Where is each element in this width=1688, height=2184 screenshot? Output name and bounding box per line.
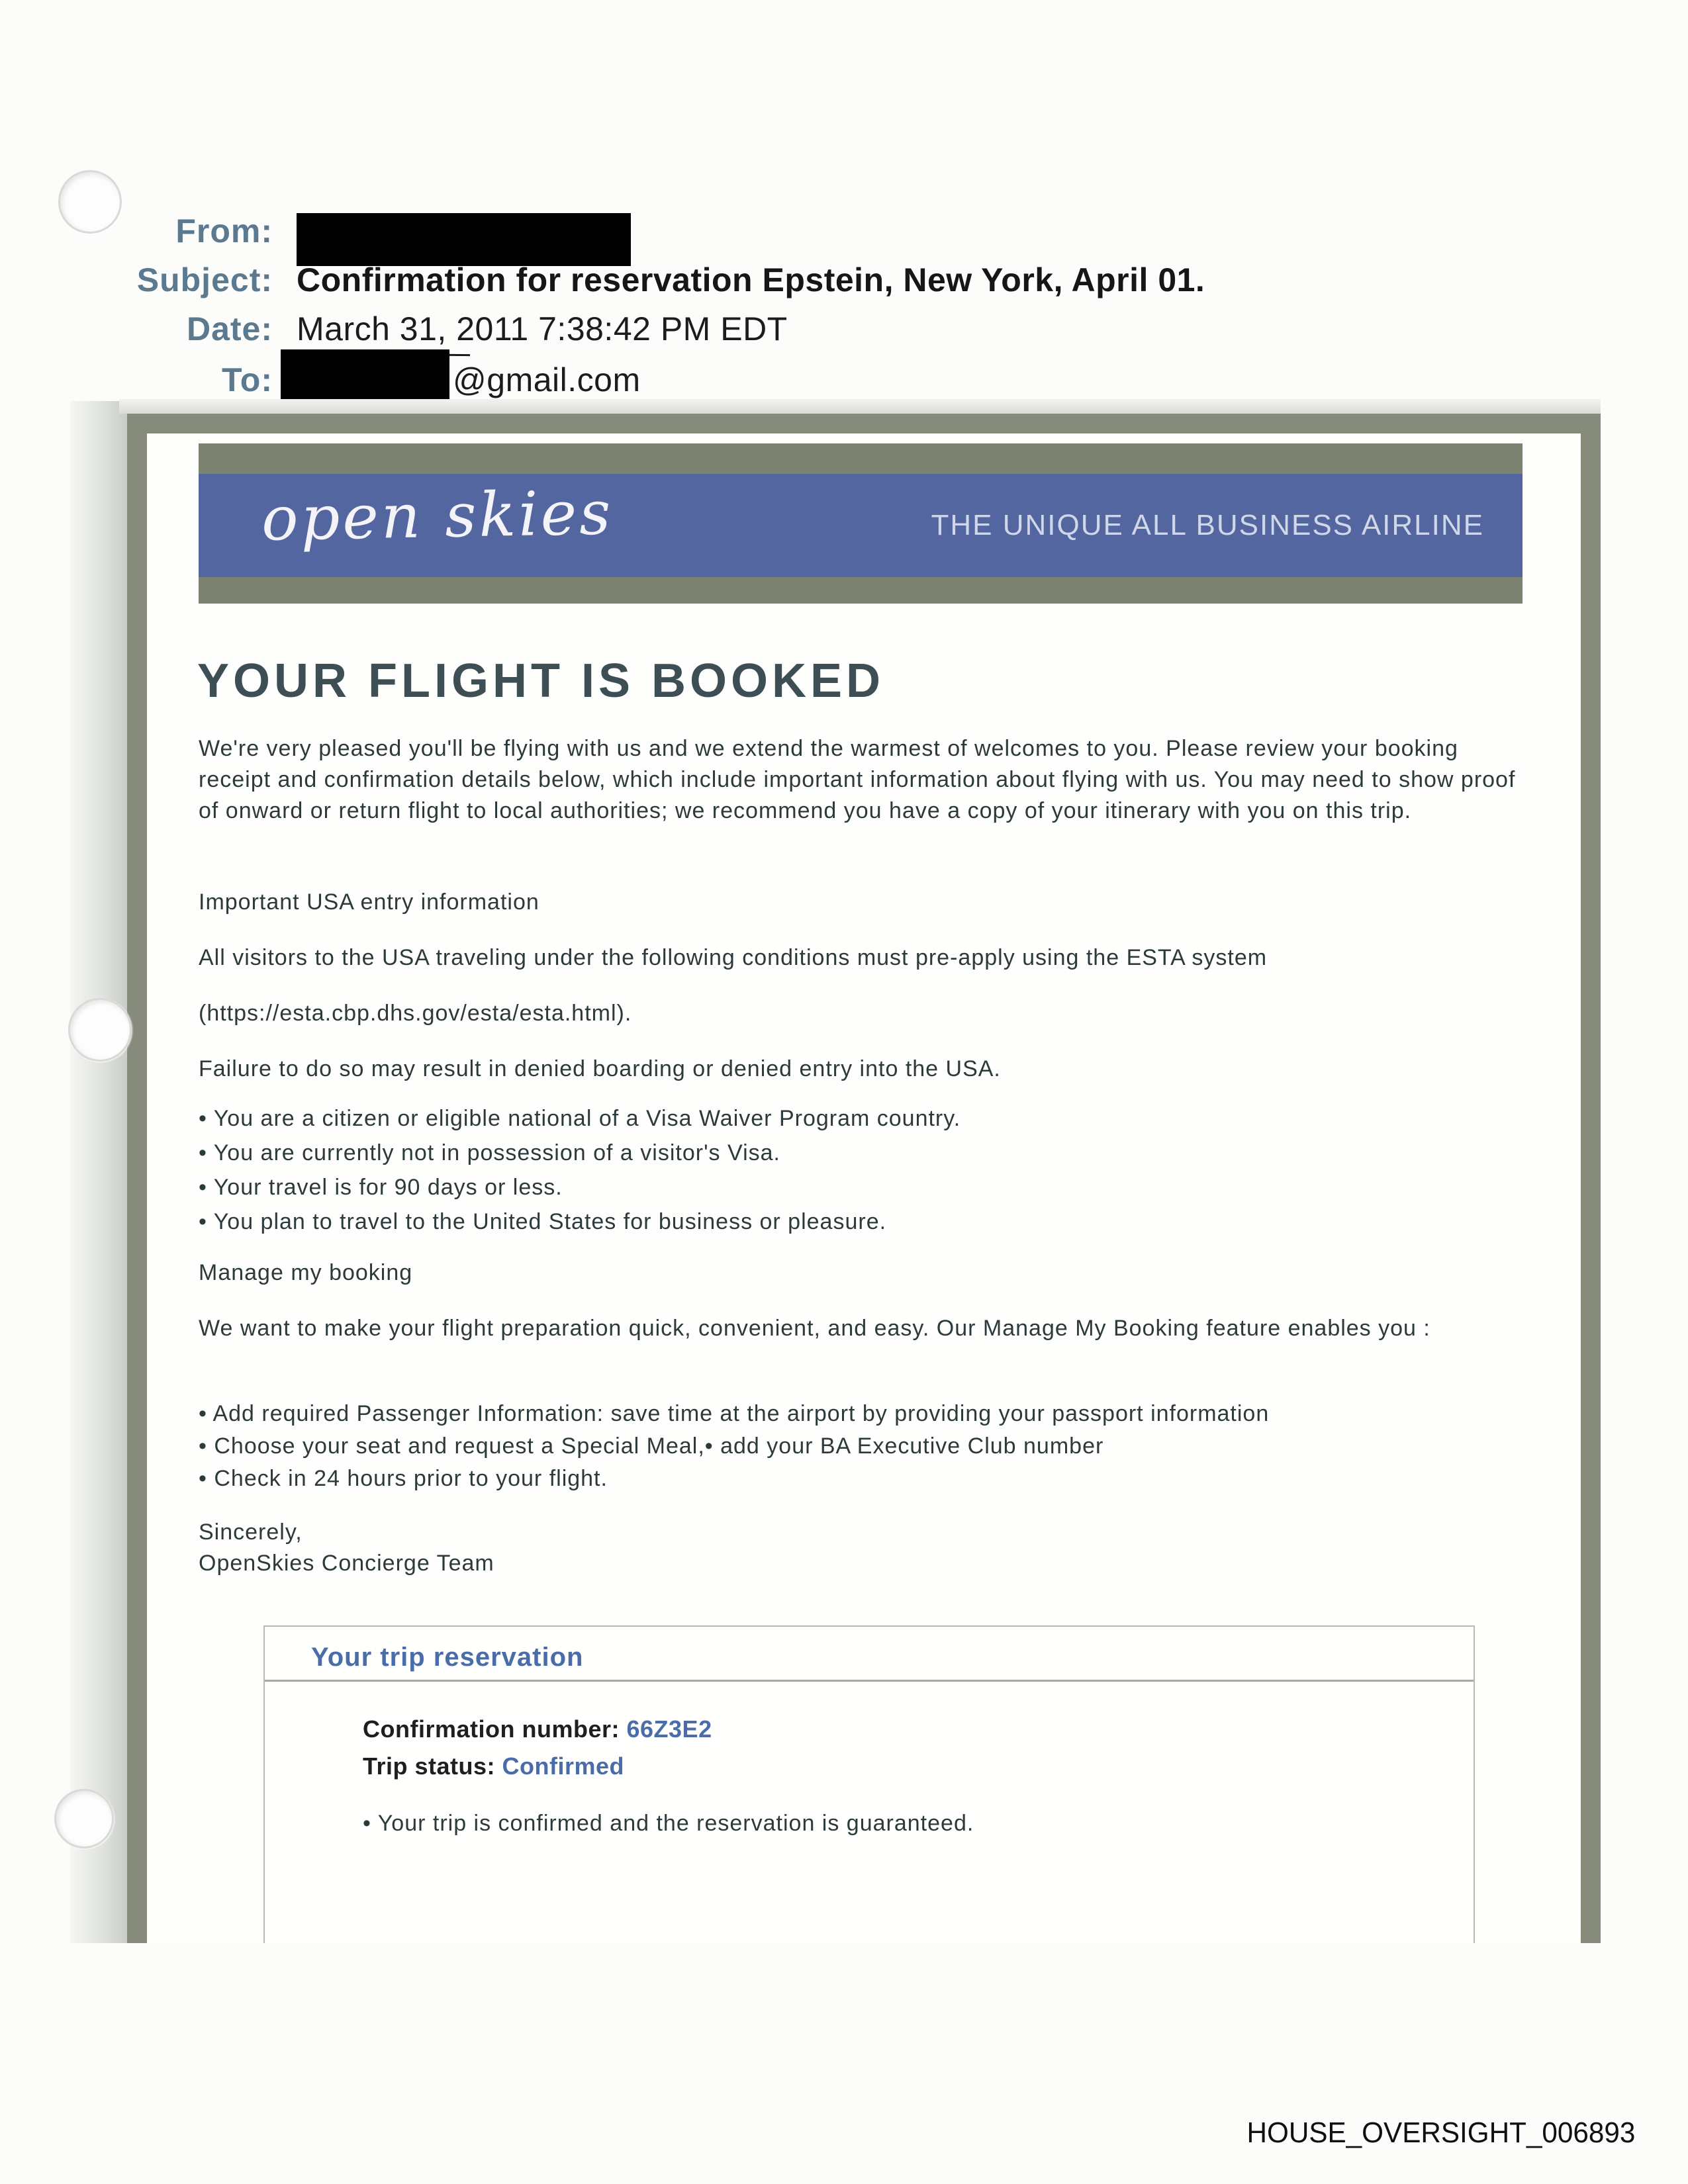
trip-reservation-box [263,1625,1475,1943]
to-label: To: [221,361,273,398]
signoff-sincerely: Sincerely, [199,1520,303,1545]
manage-bullet: • Add required Passenger Information: save time at the airport by providing your passport information [199,1401,1270,1426]
scan-shadow-top [119,399,1601,414]
openskies-logo: open skies [261,477,614,555]
hole-punch-bottom [54,1789,114,1848]
intro-paragraph: We're very pleased you'll be flying with us and we extend the warmest of welcomes to you. Please review your booking receipt and confirmation details below, which include important information about flying with us. You may need to show proof of onward or return flight to local authorities; we recommend you have a copy of your itinerary with you on this trip. [199,736,1516,823]
reservation-divider [265,1680,1474,1682]
manage-bullet: • Check in 24 hours prior to your flight. [199,1466,608,1491]
esta-bullet: • You are a citizen or eligible national of a Visa Waiver Program country. [199,1106,961,1131]
signoff [199,1517,1536,1579]
hole-punch-top [58,170,122,234]
manage-intro: We want to make your flight preparation quick, convenient, and easy. Our Manage My Booking feature enables you : [199,1316,1430,1341]
confirmation-label: Confirmation number: [363,1715,620,1743]
to-value: @gmail.com [453,361,641,398]
from-redaction [297,213,631,266]
status-value: Confirmed [502,1752,625,1780]
reservation-bullet: • Your trip is confirmed and the reservation is guaranteed. [363,1811,974,1836]
confirmation-number-line [363,1715,712,1743]
trip-status-line [363,1752,624,1780]
banner-olive-strip-bottom [199,577,1523,604]
esta-bullet: • You plan to travel to the United States for business or pleasure. [199,1209,887,1234]
confirmation-value: 66Z3E2 [626,1715,712,1743]
subject-value: Confirmation for reservation Epstein, New York, April 01. [297,261,1205,298]
failure-line: Failure to do so may result in denied boarding or denied entry into the USA. [199,1056,1001,1081]
subject-label: Subject: [136,261,273,298]
esta-bullet-list [199,1101,1536,1239]
esta-bullet: • Your travel is for 90 days or less. [199,1175,563,1200]
esta-bullet: • You are currently not in possession of a visitor's Visa. [199,1140,780,1165]
esta-line: All visitors to the USA traveling under the following conditions must pre-apply using the ESTA system [199,945,1268,970]
manage-bullet: • Choose your seat and request a Special Meal,• add your BA Executive Club number [199,1433,1104,1459]
date-value: March 31, 2011 7:38:42 PM EDT [297,310,788,347]
status-label: Trip status: [363,1752,496,1780]
hole-punch-middle [68,998,132,1062]
page-title: YOUR FLIGHT IS BOOKED [197,655,885,707]
banner-blue-band [199,474,1523,577]
openskies-banner [199,443,1523,604]
date-label: Date: [186,310,273,347]
from-label: From: [175,212,273,250]
banner-olive-strip-top [199,443,1523,474]
signoff-team: OpenSkies Concierge Team [199,1551,494,1576]
manage-heading: Manage my booking [199,1260,413,1285]
esta-url: (https://esta.cbp.dhs.gov/esta/esta.html). [199,1001,632,1026]
usa-entry-heading: Important USA entry information [199,889,539,915]
bates-number: HOUSE_OVERSIGHT_006893 [1246,2116,1635,2149]
reservation-title: Your trip reservation [311,1643,584,1672]
banner-tagline: THE UNIQUE ALL BUSINESS AIRLINE [931,509,1484,541]
manage-bullet-list [199,1398,1536,1495]
scan-shadow-left [70,401,127,1943]
